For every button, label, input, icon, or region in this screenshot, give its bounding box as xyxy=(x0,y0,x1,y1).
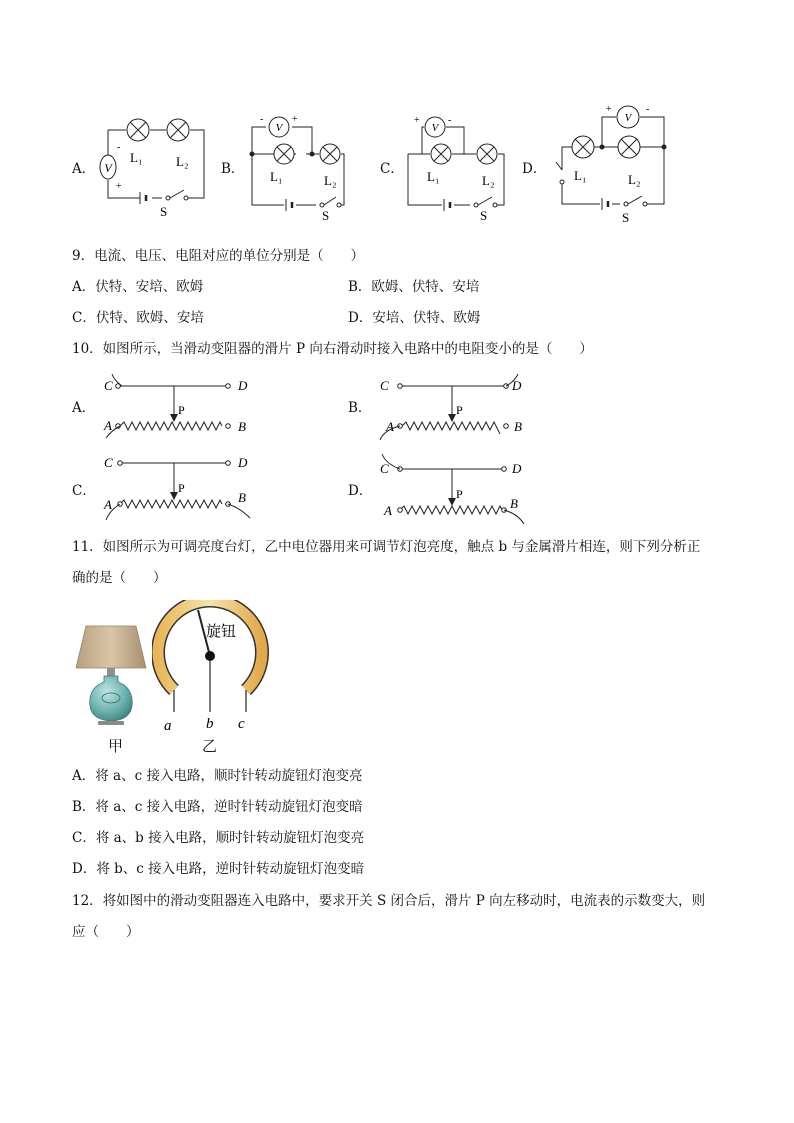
q8-option-c-label: C． xyxy=(380,161,404,177)
q8-option-a-label: A． xyxy=(72,161,96,177)
q11-option-b[interactable]: B．将 a、c 接入电路，逆时针转动旋钮灯泡变暗 xyxy=(72,799,363,815)
q9-option-d[interactable]: D．安培、伏特、欧姆 xyxy=(348,310,481,326)
q12-stem-line2: 应（ ） xyxy=(72,924,140,940)
q10-rheostat-c xyxy=(98,452,268,524)
svg-text:S: S xyxy=(480,208,488,222)
q10-rheostat-a xyxy=(98,370,258,440)
svg-text:P: P xyxy=(456,487,463,501)
svg-text:S: S xyxy=(160,204,168,219)
q11-option-d[interactable]: D．将 b、c 接入电路，逆时针转动旋钮灯泡变暗 xyxy=(72,861,365,877)
svg-text:V: V xyxy=(275,122,283,134)
q10-option-c-label: C． xyxy=(72,483,96,499)
svg-text:V: V xyxy=(104,161,112,175)
svg-text:A: A xyxy=(384,503,392,518)
table-lamp-illustration xyxy=(74,620,154,732)
q8-circuit-a xyxy=(92,110,212,222)
svg-text:A: A xyxy=(104,497,112,512)
q8-circuit-c xyxy=(400,110,512,222)
q11-option-c[interactable]: C．将 a、b 接入电路，顺时针转动旋钮灯泡变亮 xyxy=(72,830,365,846)
svg-text:B: B xyxy=(514,419,522,434)
q10-stem: 10．如图所示，当滑动变阻器的滑片 P 向右滑动时接入电路中的电阻变小的是（ ） xyxy=(72,341,593,357)
svg-text:C: C xyxy=(380,461,389,476)
svg-text:P: P xyxy=(178,403,185,417)
svg-text:B: B xyxy=(238,490,246,505)
svg-text:-: - xyxy=(448,115,452,126)
q10-rheostat-d xyxy=(372,452,542,524)
svg-text:-: - xyxy=(646,104,650,115)
svg-text:D: D xyxy=(512,461,522,476)
svg-text:V: V xyxy=(431,122,439,134)
q11-stem-line2: 确的是（ ） xyxy=(72,570,167,586)
svg-text:A: A xyxy=(104,418,112,433)
svg-text:V: V xyxy=(624,112,632,124)
q8-circuit-d xyxy=(548,100,670,224)
svg-text:C: C xyxy=(104,455,113,470)
svg-text:C: C xyxy=(104,378,113,393)
svg-text:+: + xyxy=(606,104,612,115)
svg-text:L₂: L₂ xyxy=(324,173,337,188)
svg-text:D: D xyxy=(238,378,248,393)
svg-text:a: a xyxy=(164,718,172,734)
svg-text:-: - xyxy=(260,114,264,125)
q9-option-b[interactable]: B．欧姆、伏特、安培 xyxy=(348,279,480,295)
potentiometer-diagram xyxy=(152,600,272,740)
svg-text:B: B xyxy=(238,419,246,434)
q12-stem-line1: 12．将如图中的滑动变阻器连入电路中，要求开关 S 闭合后，滑片 P 向左移动时，电流表的示数变大，则 xyxy=(72,893,706,909)
svg-text:+: + xyxy=(414,115,420,126)
q9-option-c[interactable]: C．伏特、欧姆、安培 xyxy=(72,310,204,326)
svg-text:L₂: L₂ xyxy=(482,173,495,188)
q8-option-b-label: B． xyxy=(221,161,245,177)
svg-text:L₂: L₂ xyxy=(176,154,189,169)
svg-text:c: c xyxy=(238,716,245,732)
svg-text:-: - xyxy=(117,142,121,153)
svg-text:L₁: L₁ xyxy=(270,169,283,184)
q9-stem: 9．电流、电压、电阻对应的单位分别是（ ） xyxy=(72,248,365,264)
q8-option-d-label: D． xyxy=(522,161,547,177)
svg-text:P: P xyxy=(178,481,185,495)
q10-option-d-label: D． xyxy=(348,483,373,499)
svg-text:P: P xyxy=(456,403,463,417)
svg-text:L₁: L₁ xyxy=(574,168,587,183)
svg-text:S: S xyxy=(622,210,630,224)
svg-text:L₂: L₂ xyxy=(628,172,641,187)
q11-option-a[interactable]: A．将 a、c 接入电路，顺时针转动旋钮灯泡变亮 xyxy=(72,768,363,784)
svg-text:S: S xyxy=(322,208,330,222)
svg-text:C: C xyxy=(380,378,389,393)
svg-text:+: + xyxy=(292,114,298,125)
svg-text:D: D xyxy=(512,378,522,393)
q11-stem-line1: 11．如图所示为可调亮度台灯，乙中电位器用来可调节灯泡亮度，触点 b 与金属滑片相连，则下列分析正 xyxy=(72,539,701,555)
svg-text:B: B xyxy=(510,496,518,511)
svg-text:A: A xyxy=(386,419,394,434)
q10-rheostat-b xyxy=(372,370,542,440)
svg-text:b: b xyxy=(206,716,214,732)
svg-text:D: D xyxy=(238,455,248,470)
q10-option-a-label: A． xyxy=(72,400,96,416)
figure-label-jia: 甲 xyxy=(108,737,124,755)
svg-text:+: + xyxy=(116,181,122,192)
q8-circuit-b xyxy=(244,110,354,222)
svg-text:L₁: L₁ xyxy=(427,169,440,184)
q10-option-b-label: B． xyxy=(348,400,372,416)
q9-option-a[interactable]: A．伏特、安培、欧姆 xyxy=(72,279,204,295)
svg-text:L₁: L₁ xyxy=(130,150,143,165)
figure-label-yi: 乙 xyxy=(202,737,218,755)
svg-text:旋钮: 旋钮 xyxy=(206,624,237,640)
